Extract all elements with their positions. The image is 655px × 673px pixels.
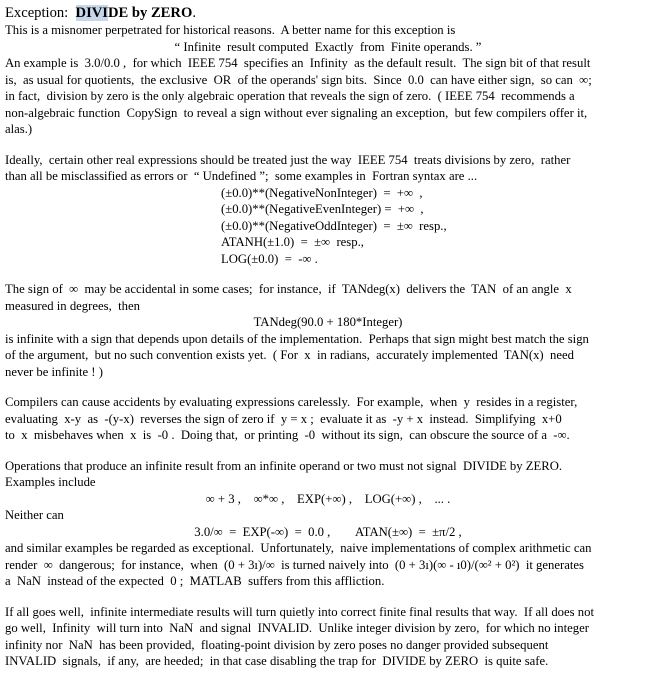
paragraph xyxy=(5,604,651,670)
text-line: non-algebraic function CopySign to reveal a sign without ever signaling an exception, but few compilers offer it, xyxy=(5,105,588,120)
text-line: INVALID signals, if any, are heeded; in that case disabling the trap for DIVIDE by ZERO is quite safe. xyxy=(5,654,549,668)
text-line: of the argument, but no such convention exists yet. ( For x in radians, accurately implemented TAN(x) need xyxy=(5,348,574,362)
title-highlighted-text: DIVI xyxy=(75,5,108,21)
text-line: and similar examples be regarded as exceptional. Unfortunately, naive implementations of complex arithmetic can xyxy=(5,541,592,555)
title-period: . xyxy=(192,5,196,21)
paragraph xyxy=(5,22,651,138)
paragraph xyxy=(5,394,651,444)
text-line: render ∞ dangerous; for instance, when (0 + 3ı)/∞ is turned naively into (0 + 3ı)(∞ - ı0)/(∞² + 0²) it generates xyxy=(5,557,584,572)
paragraph xyxy=(5,458,651,590)
text-line: a NaN instead of the expected 0 ; MATLAB suffers from this affliction. xyxy=(5,574,385,588)
text-line: Operations that produce an infinite result from an infinite operand or two must not signal DIVIDE by ZERO. xyxy=(5,458,563,473)
paragraph xyxy=(5,152,651,268)
text-line: is infinite with a sign that depends upon details of the implementation. Perhaps that sign might best match the sign xyxy=(5,331,589,346)
text-line: (±0.0)**(NegativeEvenInteger) = +∞ , xyxy=(221,202,424,216)
text-line: ATANH(±1.0) = ±∞ resp., xyxy=(221,235,364,249)
paragraph xyxy=(5,281,651,380)
text-line: measured in degrees, then xyxy=(5,298,140,313)
page-title xyxy=(5,4,651,22)
text-line: in fact, division by zero is the only algebraic operation that reveals the sign of zero. ( IEEE 754 recommends a xyxy=(5,89,575,103)
text-line: This is a misnomer perpetrated for historical reasons. A better name for this exception is xyxy=(5,23,456,37)
text-line: evaluating x-y as -(y-x) reverses the sign of zero if y = x ; evaluate it as -y + x instead. Simplifying x+0 xyxy=(5,411,562,426)
text-line: Examples include xyxy=(5,475,96,489)
text-line: ∞ + 3 , ∞*∞ , EXP(+∞) , LOG(+∞) , ... . xyxy=(205,491,451,506)
text-line: (±0.0)**(NegativeNonInteger) = +∞ , xyxy=(221,185,423,200)
text-line: If all goes well, infinite intermediate results will turn quietly into correct finite final results that way. If all does not xyxy=(5,604,594,619)
document-body xyxy=(5,22,651,670)
title-prefix: Exception: xyxy=(5,5,76,21)
text-line: go well, Infinity will turn into NaN and signal INVALID. Unlike integer division by zero, for which no integer xyxy=(5,621,589,635)
text-line: alas.) xyxy=(5,122,33,136)
text-line: LOG(±0.0) = -∞ . xyxy=(221,251,318,266)
title-bold-text: DE by ZERO xyxy=(107,5,193,21)
text-line: Compilers can cause accidents by evaluating expressions carelessly. For example, when y resides in a register, xyxy=(5,395,578,409)
text-line: An example is 3.0/0.0 , for which IEEE 754 specifies an Infinity as the default result. The sign bit of that result xyxy=(5,56,591,70)
text-line: Ideally, certain other real expressions should be treated just the way IEEE 754 treats divisions by zero, rather xyxy=(5,152,571,167)
text-line: (±0.0)**(NegativeOddInteger) = ±∞ resp., xyxy=(221,218,447,233)
text-line: TANdeg(90.0 + 180*Integer) xyxy=(253,315,403,329)
text-line: Neither can xyxy=(5,508,64,522)
text-line: than all be misclassified as errors or “ Undefined ”; some examples in Fortran syntax are ... xyxy=(5,169,478,183)
text-line: is, as usual for quotients, the exclusive OR of the operands' sign bits. Since 0.0 can have either sign, so can ∞; xyxy=(5,72,592,87)
text-line: infinity nor NaN has been provided, floating-point division by zero poses no danger provided subsequent xyxy=(5,637,549,652)
text-line: The sign of ∞ may be accidental in some cases; for instance, if TANdeg(x) delivers the TAN of an angle x xyxy=(5,282,572,296)
text-line: to x misbehaves when x is -0 . Doing that, or printing -0 without its sign, can obscure the source of a -∞. xyxy=(5,428,570,442)
text-line: 3.0/∞ = EXP(-∞) = 0.0 , ATAN(±∞) = ±π/2 , xyxy=(194,524,462,539)
text-line: never be infinite ! ) xyxy=(5,364,103,379)
text-line: “ Infinite result computed Exactly from Finite operands. ” xyxy=(174,39,482,54)
